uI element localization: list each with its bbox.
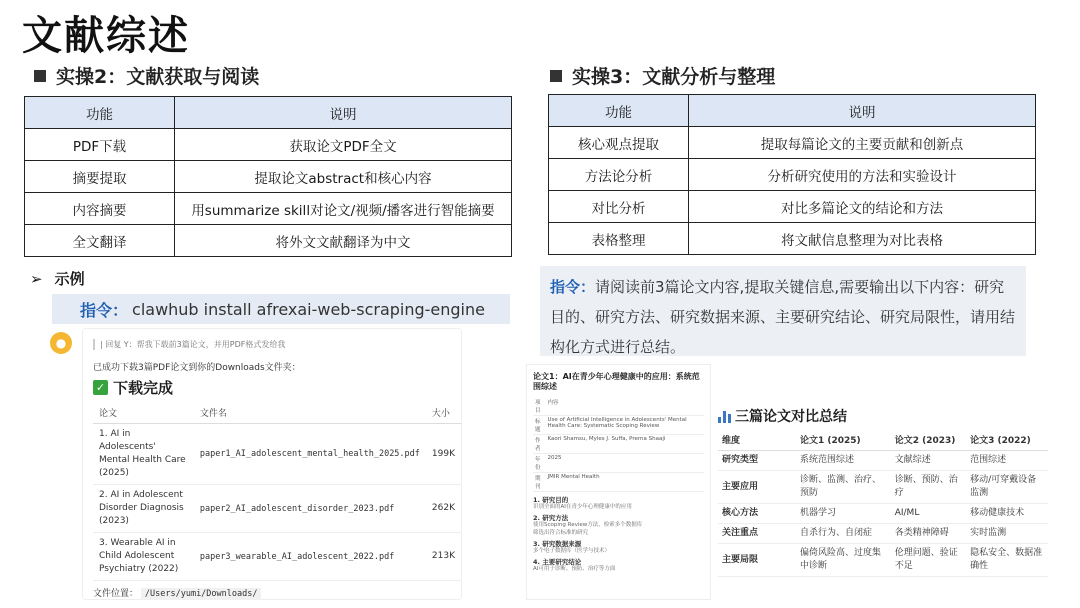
- table-row: [25, 129, 512, 161]
- comparison-title-text: 三篇论文对比总结: [735, 409, 847, 425]
- table-header: 论文2 (2023): [891, 429, 966, 451]
- doc-section-head: 1. 研究目的: [533, 495, 569, 504]
- table-cell: 用summarize skill对论文/视频/播客进行智能摘要: [175, 193, 512, 225]
- row-label: 主要局限: [718, 544, 796, 577]
- feature-table-left: [24, 96, 512, 257]
- comparison-table: [718, 429, 1048, 577]
- table-header: 功能: [549, 95, 689, 127]
- table-header: 功能: [25, 97, 175, 129]
- table-cell: 内容摘要: [25, 193, 175, 225]
- table-cell: 核心观点提取: [549, 127, 689, 159]
- table-row: [718, 471, 1048, 504]
- table-header: 大小: [426, 402, 461, 424]
- paper-summary-title: 论文1：AI在青少年心理健康中的应用：系统范围综述: [533, 372, 700, 392]
- table-cell: 表格整理: [549, 223, 689, 255]
- table-cell: 对比分析: [549, 191, 689, 223]
- meta-key: 年份: [533, 453, 546, 472]
- section-heading-right: [550, 62, 775, 89]
- download-done-title: [93, 377, 451, 398]
- row-label: 研究类型: [718, 451, 796, 471]
- meta-key: 作者: [533, 434, 546, 453]
- row-label: 关注重点: [718, 524, 796, 544]
- instruction-box: [540, 266, 1026, 356]
- table-row: [718, 544, 1048, 577]
- doc-line: AI可用于诊断、预防、治疗等方面: [533, 566, 616, 573]
- meta-value: Use of Artificial Intelligence in Adolescents' Mental Health Care: Systematic Scoping Review: [546, 415, 704, 434]
- table-row: [549, 127, 1036, 159]
- file-location-path[interactable]: /Users/yumi/Downloads/: [141, 588, 262, 600]
- meta-value: 内容: [546, 397, 704, 416]
- page-title: 文献综述: [22, 13, 190, 59]
- table-cell: 文献综述: [891, 451, 966, 471]
- table-cell: 摘要提取: [25, 161, 175, 193]
- table-row: [533, 415, 704, 434]
- table-cell: 偏倚风险高、过度集中诊断: [796, 544, 891, 577]
- table-cell: 伦理问题、验证不足: [891, 544, 966, 577]
- table-cell: 全文翻译: [25, 225, 175, 257]
- table-header: 论文: [93, 402, 194, 424]
- table-cell: 隐私安全、数据准确性: [966, 544, 1048, 577]
- table-row: [93, 424, 461, 485]
- table-row: [25, 161, 512, 193]
- table-header: 维度: [718, 429, 796, 451]
- section-heading-left: [34, 62, 259, 89]
- table-cell: 提取每篇论文的主要贡献和创新点: [689, 127, 1036, 159]
- doc-section-head: 3. 研究数据来源: [533, 540, 582, 549]
- meta-value: 2025: [546, 453, 704, 472]
- table-header: 文件名: [194, 402, 426, 424]
- arrow-bullet-icon: ➢: [30, 269, 43, 288]
- table-cell: 机器学习: [796, 504, 891, 524]
- table-cell: 范围综述: [966, 451, 1048, 471]
- bot-avatar-icon: ●: [50, 332, 72, 354]
- command-key: 指令：: [80, 300, 129, 320]
- table-row: [533, 434, 704, 453]
- meta-value: Kaori Shamsu, Myles J. Suffa, Prerna Shaaji: [546, 434, 704, 453]
- square-bullet-icon: [550, 70, 562, 82]
- section-heading-left-text: 实操2：文献获取与阅读: [56, 66, 260, 88]
- doc-line: 使用Scoping Review方法，检索多个数据库: [533, 522, 643, 529]
- download-done-text: 下载完成: [113, 379, 174, 397]
- table-row: [718, 524, 1048, 544]
- chat-message-card: [82, 328, 462, 600]
- table-cell: 方法论分析: [549, 159, 689, 191]
- chat-screenshot-left: [50, 328, 462, 600]
- file-name[interactable]: paper3_wearable_AI_adolescent_2022.pdf: [194, 533, 426, 581]
- instruction-text: 请阅读前3篇论文内容,提取关键信息,需要输出以下内容：研究目的、研究方法、研究数据来源、主要研究结论、研究局限性，请用结构化方式进行总结。: [550, 278, 1016, 356]
- meta-key: 标题: [533, 415, 546, 434]
- table-header: 说明: [689, 95, 1036, 127]
- table-cell: 将文献信息整理为对比表格: [689, 223, 1036, 255]
- square-bullet-icon: [34, 70, 46, 82]
- table-cell: 对比多篇论文的结论和方法: [689, 191, 1036, 223]
- paper-meta-table: [533, 397, 704, 492]
- feature-table-right: [548, 94, 1036, 255]
- file-name[interactable]: paper2_AI_adolescent_disorder_2023.pdf: [194, 485, 426, 533]
- row-label: 主要应用: [718, 471, 796, 504]
- table-row: [93, 533, 461, 581]
- instruction-key: 指令：: [550, 278, 596, 296]
- meta-value: JMIR Mental Health: [546, 472, 704, 491]
- command-text: clawhub install afrexai-web-scraping-engine: [132, 299, 485, 319]
- meta-key: 期刊: [533, 472, 546, 491]
- table-row: [718, 504, 1048, 524]
- paper-summary-card: [526, 364, 711, 600]
- table-row: [549, 159, 1036, 191]
- doc-line: 多个电子数据库（医学与技术）: [533, 548, 611, 555]
- table-cell: 将外文文献翻译为中文: [175, 225, 512, 257]
- table-cell: 诊断、监测、治疗、预防: [796, 471, 891, 504]
- reply-quote: | 回复 Y：帮我下载前3篇论文，并用PDF格式发给我: [93, 339, 451, 350]
- paper-name: 1. AI in Adolescents' Mental Health Care (2025): [93, 424, 194, 485]
- meta-key: 项目: [533, 397, 546, 416]
- example-label-text: 示例: [54, 270, 85, 288]
- table-row: [549, 191, 1036, 223]
- table-cell: PDF下载: [25, 129, 175, 161]
- file-location-label: 文件位置：: [93, 589, 139, 600]
- table-cell: 获取论文PDF全文: [175, 129, 512, 161]
- table-row: [549, 223, 1036, 255]
- table-row: [533, 453, 704, 472]
- table-row: [718, 451, 1048, 471]
- file-size: 199K: [426, 424, 461, 485]
- table-header: 说明: [175, 97, 512, 129]
- doc-line: 筛选出符合标准的研究: [533, 529, 589, 536]
- check-mark-icon: ✓: [93, 380, 108, 395]
- file-name[interactable]: paper1_AI_adolescent_mental_health_2025.pdf: [194, 424, 426, 485]
- row-label: 核心方法: [718, 504, 796, 524]
- bar-chart-icon: [718, 410, 731, 423]
- command-bar: [52, 294, 510, 324]
- chat-message-line: 已成功下载3篇PDF论文到你的Downloads文件夹：: [93, 363, 301, 373]
- table-cell: 移动/可穿戴设备监测: [966, 471, 1048, 504]
- table-cell: 实时监测: [966, 524, 1048, 544]
- doc-line: 识别全面的AI在青少年心理健康中的应用: [533, 503, 632, 510]
- table-row: [533, 397, 704, 416]
- paper-name: 3. Wearable AI in Child Adolescent Psychiatry (2022): [93, 533, 194, 581]
- table-cell: AI/ML: [891, 504, 966, 524]
- file-size: 213K: [426, 533, 461, 581]
- table-row: [25, 225, 512, 257]
- table-row: [93, 485, 461, 533]
- table-cell: 诊断、预防、治疗: [891, 471, 966, 504]
- table-cell: 移动健康技术: [966, 504, 1048, 524]
- table-header: 论文3 (2022): [966, 429, 1048, 451]
- doc-section-head: 4. 主要研究结论: [533, 558, 582, 567]
- file-location: [93, 586, 451, 599]
- doc-section-head: 2. 研究方法: [533, 514, 569, 523]
- table-cell: 各类精神障碍: [891, 524, 966, 544]
- table-row: [533, 472, 704, 491]
- section-heading-right-text: 实操3：文献分析与整理: [572, 66, 776, 88]
- table-cell: 自杀行为、自闭症: [796, 524, 891, 544]
- table-header: 论文1 (2025): [796, 429, 891, 451]
- comparison-title: [718, 406, 847, 426]
- download-table: [93, 402, 461, 581]
- example-label: [30, 268, 85, 289]
- table-cell: 提取论文abstract和核心内容: [175, 161, 512, 193]
- file-size: 262K: [426, 485, 461, 533]
- table-cell: 系统范围综述: [796, 451, 891, 471]
- table-cell: 分析研究使用的方法和实验设计: [689, 159, 1036, 191]
- paper-name: 2. AI in Adolescent Disorder Diagnosis (2023): [93, 485, 194, 533]
- table-row: [25, 193, 512, 225]
